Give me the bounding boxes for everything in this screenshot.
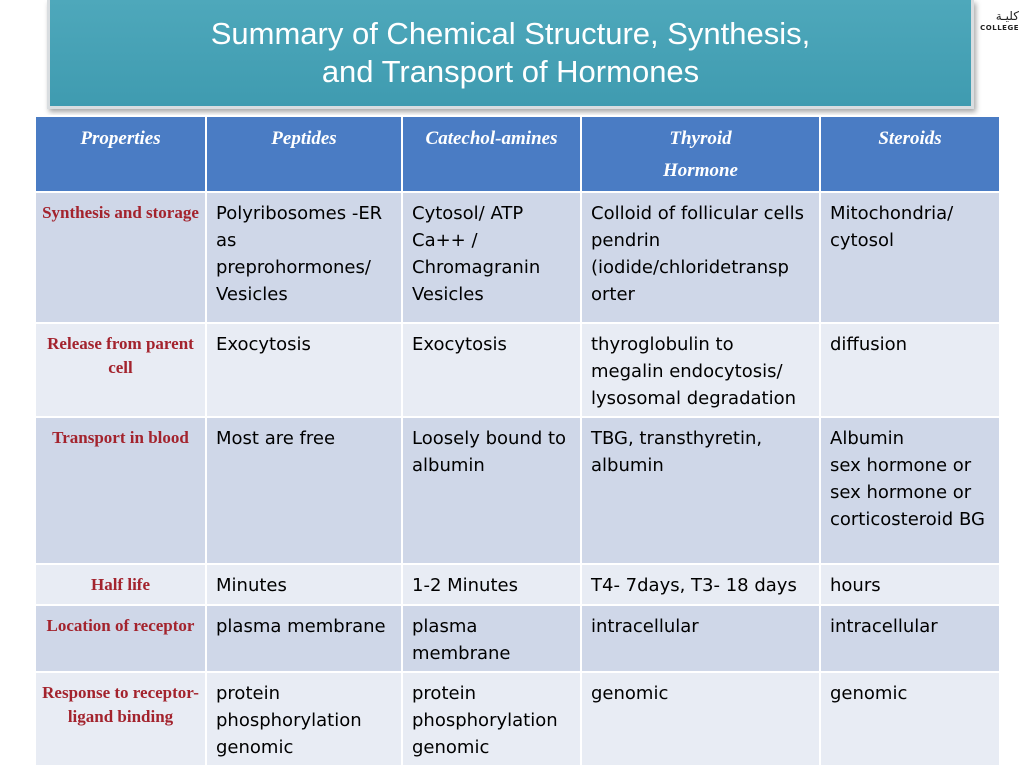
row-label-release: Release from parent cell	[35, 323, 206, 417]
cell-response-thyroid: genomic	[581, 672, 820, 766]
header-thyroid-line1: Thyroid	[669, 128, 732, 149]
row-label-response: Response to receptor-ligand binding	[35, 672, 206, 766]
logo-arabic-text: كليـة	[995, 9, 1019, 23]
header-catecholamines: Catechol-amines	[402, 116, 581, 192]
cell-response-peptides: protein phosphorylation genomic	[206, 672, 402, 766]
header-properties: Properties	[35, 116, 206, 192]
row-label-halflife: Half life	[35, 564, 206, 605]
cell-halflife-steroids: hours	[820, 564, 1000, 605]
table-row-receptor	[35, 605, 1000, 672]
cell-halflife-peptides: Minutes	[206, 564, 402, 605]
cell-halflife-catecholamines: 1-2 Minutes	[402, 564, 581, 605]
header-row	[35, 116, 1000, 192]
cell-release-thyroid: thyroglobulin to megalin endocytosis/ lysosomal degradation	[581, 323, 820, 417]
college-logo	[979, 10, 1019, 36]
steroids-transport-line2: sex hormone or	[830, 455, 972, 476]
cell-receptor-catecholamines: plasma membrane	[402, 605, 581, 672]
steroids-transport-line3: sex hormone or corticosteroid BG	[830, 482, 985, 530]
cell-receptor-steroids: intracellular	[820, 605, 1000, 672]
table-row-release	[35, 323, 1000, 417]
cell-synthesis-catecholamines: Cytosol/ ATP Ca++ / Chromagranin Vesicles	[402, 192, 581, 323]
logo-english-text: COLLEGE	[980, 24, 1019, 32]
cell-response-steroids: genomic	[820, 672, 1000, 766]
table-row-synthesis	[35, 192, 1000, 323]
hormone-summary-table	[34, 115, 1001, 767]
cell-transport-thyroid: TBG, transthyretin, albumin	[581, 417, 820, 564]
table-row-transport	[35, 417, 1000, 564]
cell-halflife-thyroid: T4- 7days, T3- 18 days	[581, 564, 820, 605]
title-banner	[47, 0, 974, 109]
cell-transport-peptides: Most are free	[206, 417, 402, 564]
row-label-synthesis: Synthesis and storage	[35, 192, 206, 323]
cell-synthesis-peptides: Polyribosomes -ER as preprohormones/ Vesicles	[206, 192, 402, 323]
table-row-response	[35, 672, 1000, 766]
cell-synthesis-steroids: Mitochondria/ cytosol	[820, 192, 1000, 323]
steroids-transport-line1: Albumin	[830, 428, 905, 449]
header-thyroid-line2: Hormone	[663, 160, 738, 181]
header-peptides: Peptides	[206, 116, 402, 192]
cell-receptor-thyroid: intracellular	[581, 605, 820, 672]
cell-response-catecholamines: protein phosphorylation genomic	[402, 672, 581, 766]
header-steroids: Steroids	[820, 116, 1000, 192]
cell-transport-catecholamines: Loosely bound to albumin	[402, 417, 581, 564]
cell-transport-steroids	[820, 417, 1000, 564]
cell-release-catecholamines: Exocytosis	[402, 323, 581, 417]
row-label-transport: Transport in blood	[35, 417, 206, 564]
cell-receptor-peptides: plasma membrane	[206, 605, 402, 672]
cell-release-peptides: Exocytosis	[206, 323, 402, 417]
cell-release-steroids: diffusion	[820, 323, 1000, 417]
table-row-halflife	[35, 564, 1000, 605]
row-label-receptor: Location of receptor	[35, 605, 206, 672]
cell-synthesis-thyroid: Colloid of follicular cells pendrin (iodide/chloridetransp orter	[581, 192, 820, 323]
slide-title: Summary of Chemical Structure, Synthesis, and Transport of Hormones	[210, 16, 811, 89]
header-thyroid	[581, 116, 820, 192]
